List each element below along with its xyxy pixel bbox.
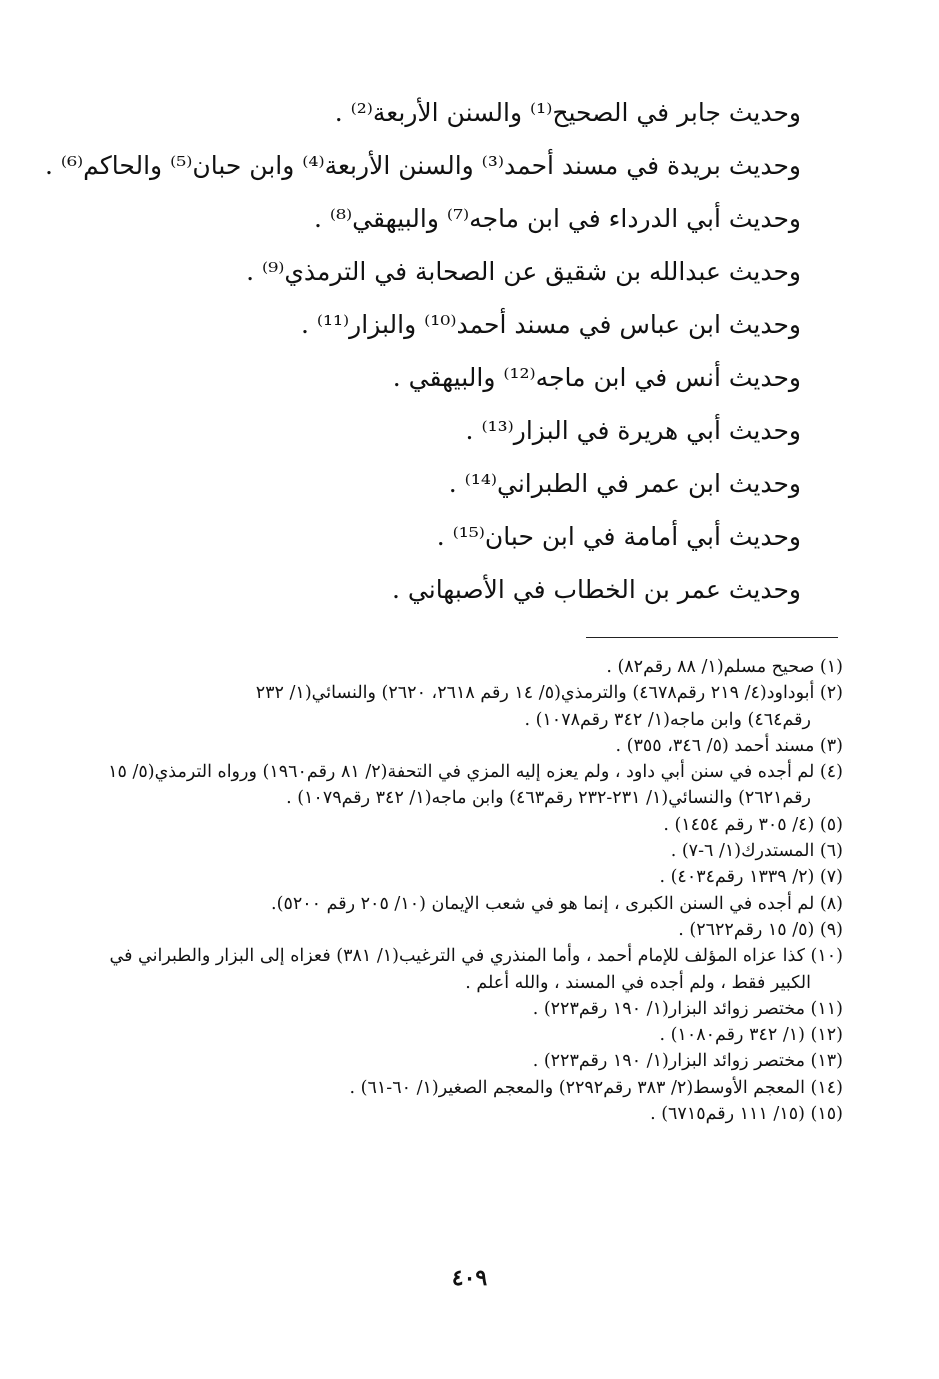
page-number: ٤٠٩ <box>451 1265 488 1291</box>
footnote: (١) صحيح مسلم(١/ ٨٨ رقم٨٢) . <box>606 657 843 677</box>
footnote: (٤) لم أجده في سنن أبي داود ، ولم يعزه إليه المزي في التحفة(٢/ ٨١ رقم١٩٦٠) ورواه الترمذي(٥/ ١٥ <box>108 762 843 783</box>
main-text-line: وحديث أنس في ابن ماجه⁽¹²⁾ والبيهقي . <box>392 363 801 392</box>
footnote: (٨) لم أجده في السنن الكبرى ، إنما هو في شعب الإيمان (١٠/ ٢٠٥ رقم ٥٢٠٠). <box>271 893 843 914</box>
footnote: (١٠) كذا عزاه المؤلف للإمام أحمد ، وأما المنذري في الترغيب(١/ ٣٨١) فعزاه إلى البزار والطبراني في <box>109 946 843 967</box>
footnote: (١٢) (١/ ٣٤٢ رقم١٠٨٠) . <box>659 1025 843 1046</box>
main-text-line: وحديث بريدة في مسند أحمد⁽³⁾ والسنن الأربعة⁽⁴⁾ وابن حبان⁽⁵⁾ والحاكم⁽⁶⁾ . <box>44 151 801 180</box>
footnotes-section <box>73 654 843 1127</box>
footnote: (١٣) مختصر زوائد البزار(١/ ١٩٠ رقم٢٢٣) . <box>532 1051 843 1072</box>
footnote: (٩) (٥/ ١٥ رقم٢٦٢٢) . <box>678 919 843 940</box>
footnote: (٦) المستدرك(١/ ٦-٧) . <box>670 841 843 862</box>
footnote-separator <box>586 637 838 638</box>
main-text-line: وحديث ابن عمر في الطبراني⁽¹⁴⁾ . <box>448 469 801 498</box>
main-text-line: وحديث عمر بن الخطاب في الأصبهاني . <box>392 575 801 604</box>
main-text-line: وحديث ابن عباس في مسند أحمد⁽¹⁰⁾ والبزار⁽¹¹⁾ . <box>300 310 801 339</box>
footnote-continuation: الكبير فقط ، ولم أجده في المسند ، والله أعلم . <box>465 972 811 993</box>
main-text-line: وحديث أبي الدرداء في ابن ماجه⁽⁷⁾ والبيهقي⁽⁸⁾ . <box>313 204 801 233</box>
footnote: (٥) (٤/ ٣٠٥ رقم ١٤٥٤) . <box>663 814 843 835</box>
footnote: (١٥) (١٥/ ١١١ رقم٦٧١٥) . <box>650 1104 843 1125</box>
footnote: (١٤) المعجم الأوسط(٢/ ٣٨٣ رقم٢٢٩٢) والمعجم الصغير(١/ ٦٠-٦١) . <box>349 1077 843 1098</box>
footnote-continuation: رقم٤٦٤) وابن ماجه(١/ ٣٤٢ رقم١٠٧٨) . <box>524 709 811 730</box>
footnote: (١١) مختصر زوائد البزار(١/ ١٩٠ رقم٢٢٣) . <box>532 998 843 1019</box>
footnote: (٧) (٢/ ١٣٣٩ رقم٤٠٣٤) . <box>659 867 843 888</box>
main-text-line: وحديث عبدالله بن شقيق عن الصحابة في الترمذي⁽⁹⁾ . <box>246 257 801 286</box>
footnote: (٣) مسند أحمد (٥/ ٣٤٦، ٣٥٥) . <box>615 735 843 756</box>
main-text-body <box>44 86 801 616</box>
main-text-line: وحديث جابر في الصحيح⁽¹⁾ والسنن الأربعة⁽²⁾ . <box>334 98 801 127</box>
main-text-line: وحديث أبي أمامة في ابن حبان⁽¹⁵⁾ . <box>436 522 801 551</box>
footnote-continuation: رقم٢٦٢١) والنسائي(١/ ٢٣١-٢٣٢ رقم٤٦٣) وابن ماجه(١/ ٣٤٢ رقم١٠٧٩) . <box>286 788 811 809</box>
main-text-line: وحديث أبي هريرة في البزار⁽¹³⁾ . <box>465 416 801 445</box>
footnote: (٢) أبوداود(٤/ ٢١٩ رقم٤٦٧٨) والترمذي(٥/ ١٤ رقم ٢٦١٨، ٢٦٢٠) والنسائي(١/ ٢٣٢ <box>255 683 843 704</box>
